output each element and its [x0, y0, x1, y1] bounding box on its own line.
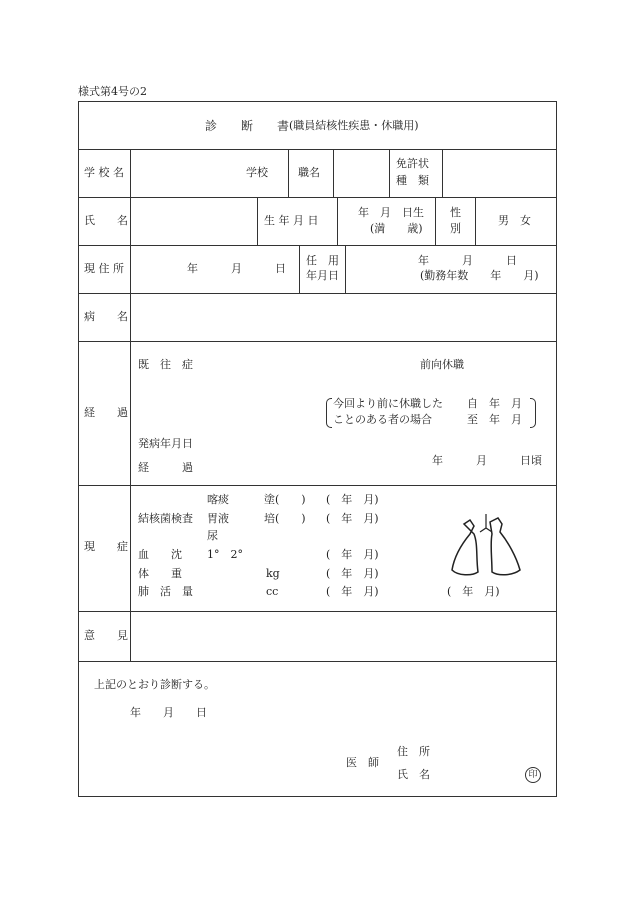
divider-line	[288, 149, 289, 197]
sputum-label: 喀痰	[207, 493, 229, 506]
address-label: 現 住 所	[84, 262, 124, 275]
leave-to: 至 年 月	[467, 413, 522, 426]
culture-field: 培( )	[264, 512, 306, 525]
bracket-right	[530, 398, 536, 428]
smear-field: 塗( )	[264, 493, 306, 506]
divider-line	[475, 197, 476, 245]
school-label: 学 校 名	[84, 166, 124, 179]
divider-line	[337, 197, 338, 245]
divider-line	[442, 149, 443, 197]
age-value: (満 歳)	[370, 222, 423, 235]
gastric-label: 胃液	[207, 512, 229, 525]
certification-statement: 上記のとおり診断する。	[94, 678, 215, 691]
smear-date: ( 年 月)	[326, 493, 379, 506]
frame-top-line	[78, 101, 557, 102]
doctor-name-label: 氏 名	[397, 768, 430, 781]
blood-date: ( 年 月)	[326, 548, 379, 561]
frame-bottom-line	[78, 796, 557, 797]
symptoms-label: 現 症	[84, 540, 128, 553]
weight-unit: kg	[266, 567, 280, 580]
license-label-line2: 種 類	[396, 174, 429, 187]
address-date: 年 月 日	[187, 262, 286, 275]
form-subtitle: (職員結核性疾患・休職用)	[289, 119, 419, 132]
divider-line	[78, 293, 557, 294]
blood-values: 1° 2°	[207, 548, 243, 561]
divider-line	[78, 197, 557, 198]
birthdate-label: 生 年 月 日	[264, 214, 319, 227]
label-column-line	[130, 149, 131, 661]
lung-capacity-unit: cc	[266, 585, 279, 598]
divider-line	[345, 245, 346, 293]
urine-label: 尿	[207, 529, 218, 542]
lung-right-outline	[452, 520, 478, 575]
birthdate-value: 年 月 日生	[358, 206, 424, 219]
frame-left-line	[78, 101, 79, 797]
divider-line	[333, 149, 334, 197]
onset-date: 年 月 日頃	[432, 454, 542, 467]
tb-test-label: 結核菌検査	[138, 512, 193, 525]
job-title-label: 職名	[298, 166, 320, 179]
culture-date: ( 年 月)	[326, 512, 379, 525]
sex-options: 男 女	[498, 214, 531, 227]
xray-date: ( 年 月)	[447, 585, 500, 598]
onset-label: 発病年月日	[138, 437, 193, 450]
appointment-label-line1: 任 用	[306, 254, 339, 267]
weight-label: 体 重	[138, 567, 182, 580]
divider-line	[299, 245, 300, 293]
service-years: (勤務年数 年 月)	[420, 269, 539, 282]
lung-left-outline	[490, 518, 520, 575]
divider-line	[78, 611, 557, 612]
school-suffix: 学校	[246, 166, 268, 179]
doctor-address-label: 住 所	[397, 745, 430, 758]
weight-date: ( 年 月)	[326, 567, 379, 580]
divider-line	[78, 661, 557, 662]
form-title: 診 断 書	[205, 119, 290, 133]
divider-line	[435, 197, 436, 245]
divider-line	[78, 341, 557, 342]
bracket-left	[326, 398, 332, 428]
prior-leave-condition-line2: ことのある者の場合	[333, 413, 432, 426]
prior-leave-label: 前向休職	[420, 358, 464, 371]
certification-date: 年 月 日	[130, 706, 207, 719]
divider-line	[389, 149, 390, 197]
divider-line	[78, 149, 557, 150]
form-number: 様式第4号の2	[78, 85, 147, 98]
leave-from: 自 年 月	[467, 397, 522, 410]
course-progress-label: 経 過	[138, 461, 193, 474]
seal-mark: 印	[525, 767, 541, 783]
appointment-date: 年 月 日	[418, 254, 517, 267]
lung-diagram	[446, 514, 526, 580]
divider-line	[78, 245, 557, 246]
sex-label-line1: 性	[450, 206, 461, 219]
history-label: 既 往 症	[138, 358, 193, 371]
disease-label: 病 名	[84, 310, 128, 323]
opinion-label: 意 見	[84, 629, 128, 642]
lung-capacity-date: ( 年 月)	[326, 585, 379, 598]
doctor-label: 医 師	[346, 756, 379, 769]
name-label: 氏 名	[84, 214, 128, 227]
frame-right-line	[556, 101, 557, 797]
divider-line	[78, 485, 557, 486]
license-label-line1: 免許状	[396, 157, 429, 170]
divider-line	[257, 197, 258, 245]
sex-label-line2: 別	[450, 222, 461, 235]
appointment-label-line2: 年月日	[306, 269, 339, 282]
course-label: 経 過	[84, 406, 128, 419]
blood-label: 血 沈	[138, 548, 182, 561]
prior-leave-condition-line1: 今回より前に休職した	[333, 397, 443, 410]
lung-capacity-label: 肺 活 量	[138, 585, 193, 598]
